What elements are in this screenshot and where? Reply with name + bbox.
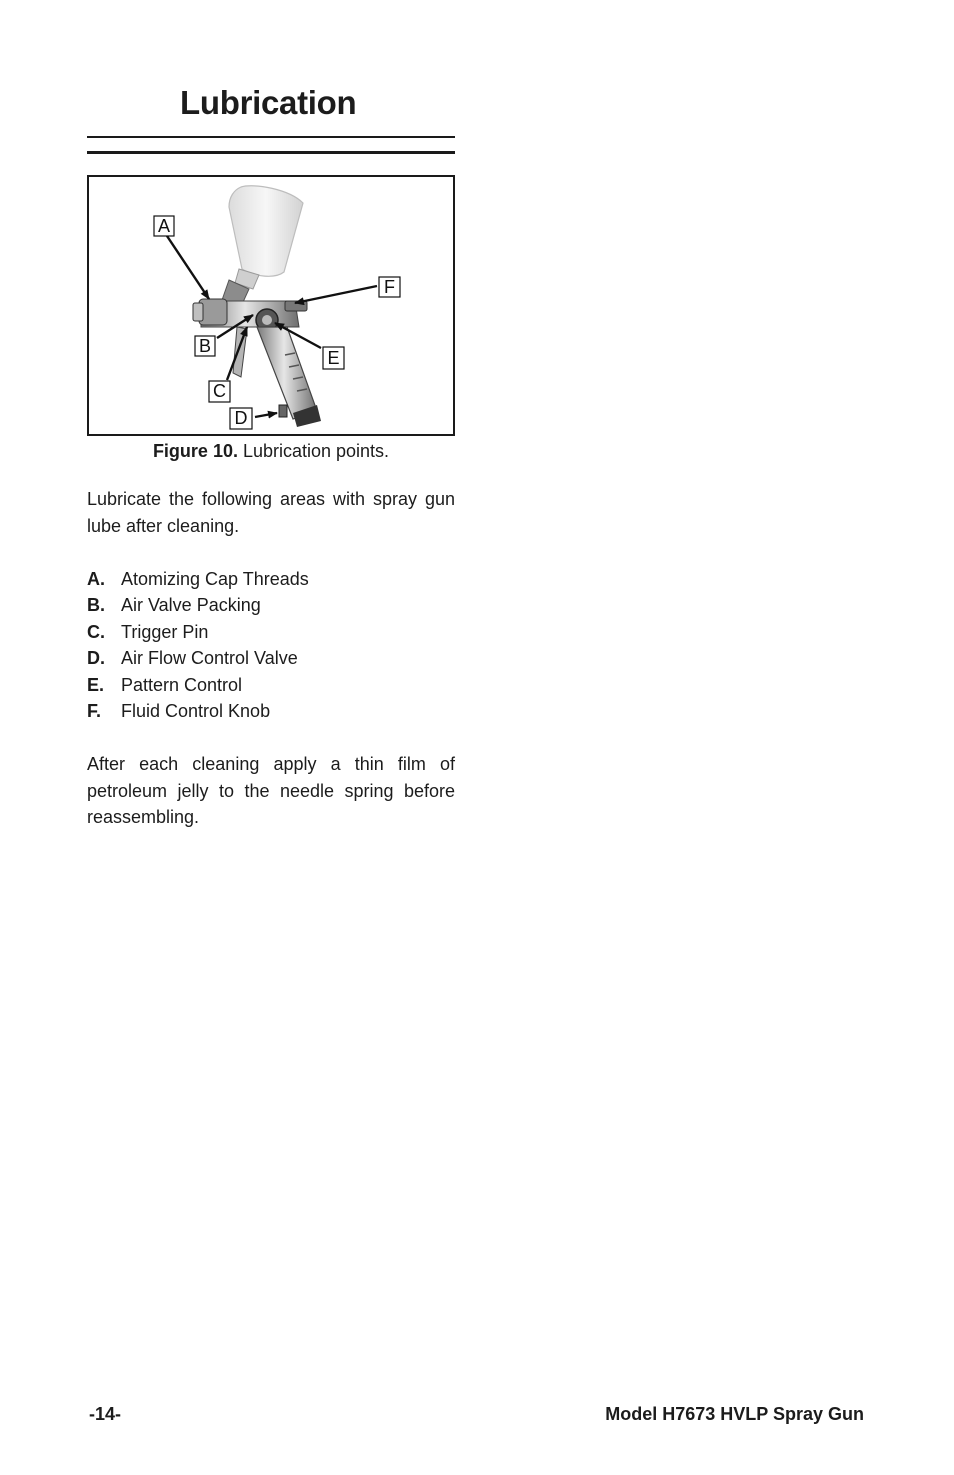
callout-d: D (234, 408, 248, 428)
list-item-text: Trigger Pin (121, 621, 209, 642)
list-item-letter: D. (87, 648, 105, 669)
list-item (87, 698, 455, 724)
list-item-letter: C. (87, 621, 105, 642)
footer-model: Model H7673 HVLP Spray Gun (605, 1404, 864, 1424)
caption-number: Figure 10. (152, 441, 238, 461)
list-item-letter: A. (87, 569, 105, 589)
lubrication-list (87, 566, 455, 724)
closing-paragraph: After each cleaning apply a thin film of petroleum jelly to the needle spring before reassembling. (87, 754, 455, 827)
list-item-text: Air Flow Control Valve (121, 648, 298, 669)
intro-paragraph: Lubricate the following areas with spray gun lube after cleaning. (87, 489, 455, 536)
list-item (87, 645, 455, 671)
callout-f: F (384, 277, 395, 297)
list-item (87, 619, 455, 645)
list-item (87, 566, 455, 592)
list-item-letter: B. (87, 595, 105, 616)
figure-caption (87, 441, 455, 462)
list-item-text: Pattern Control (121, 674, 243, 695)
title-rule-top (87, 136, 455, 138)
list-item-text: Atomizing Cap Threads (121, 569, 309, 589)
list-item-text: Air Valve Packing (121, 595, 261, 616)
list-item-letter: E. (87, 674, 105, 695)
callout-b: B (198, 336, 212, 356)
callout-e: E (327, 348, 340, 368)
list-item (87, 672, 455, 698)
spray-gun-illustration (89, 177, 453, 434)
figure-lubrication-points (87, 175, 455, 436)
page-number: -14- (89, 1404, 122, 1424)
list-item-letter: F. (87, 700, 102, 721)
callout-c: C (213, 381, 226, 401)
title-rule-bottom (87, 151, 455, 154)
caption-text: Lubrication points. (237, 441, 390, 461)
gun-body (193, 299, 307, 331)
callout-a: A (157, 216, 171, 236)
list-item (87, 592, 455, 618)
list-item-text: Fluid Control Knob (121, 700, 271, 721)
page-title: Lubrication (180, 84, 357, 121)
paint-cup (229, 186, 303, 289)
